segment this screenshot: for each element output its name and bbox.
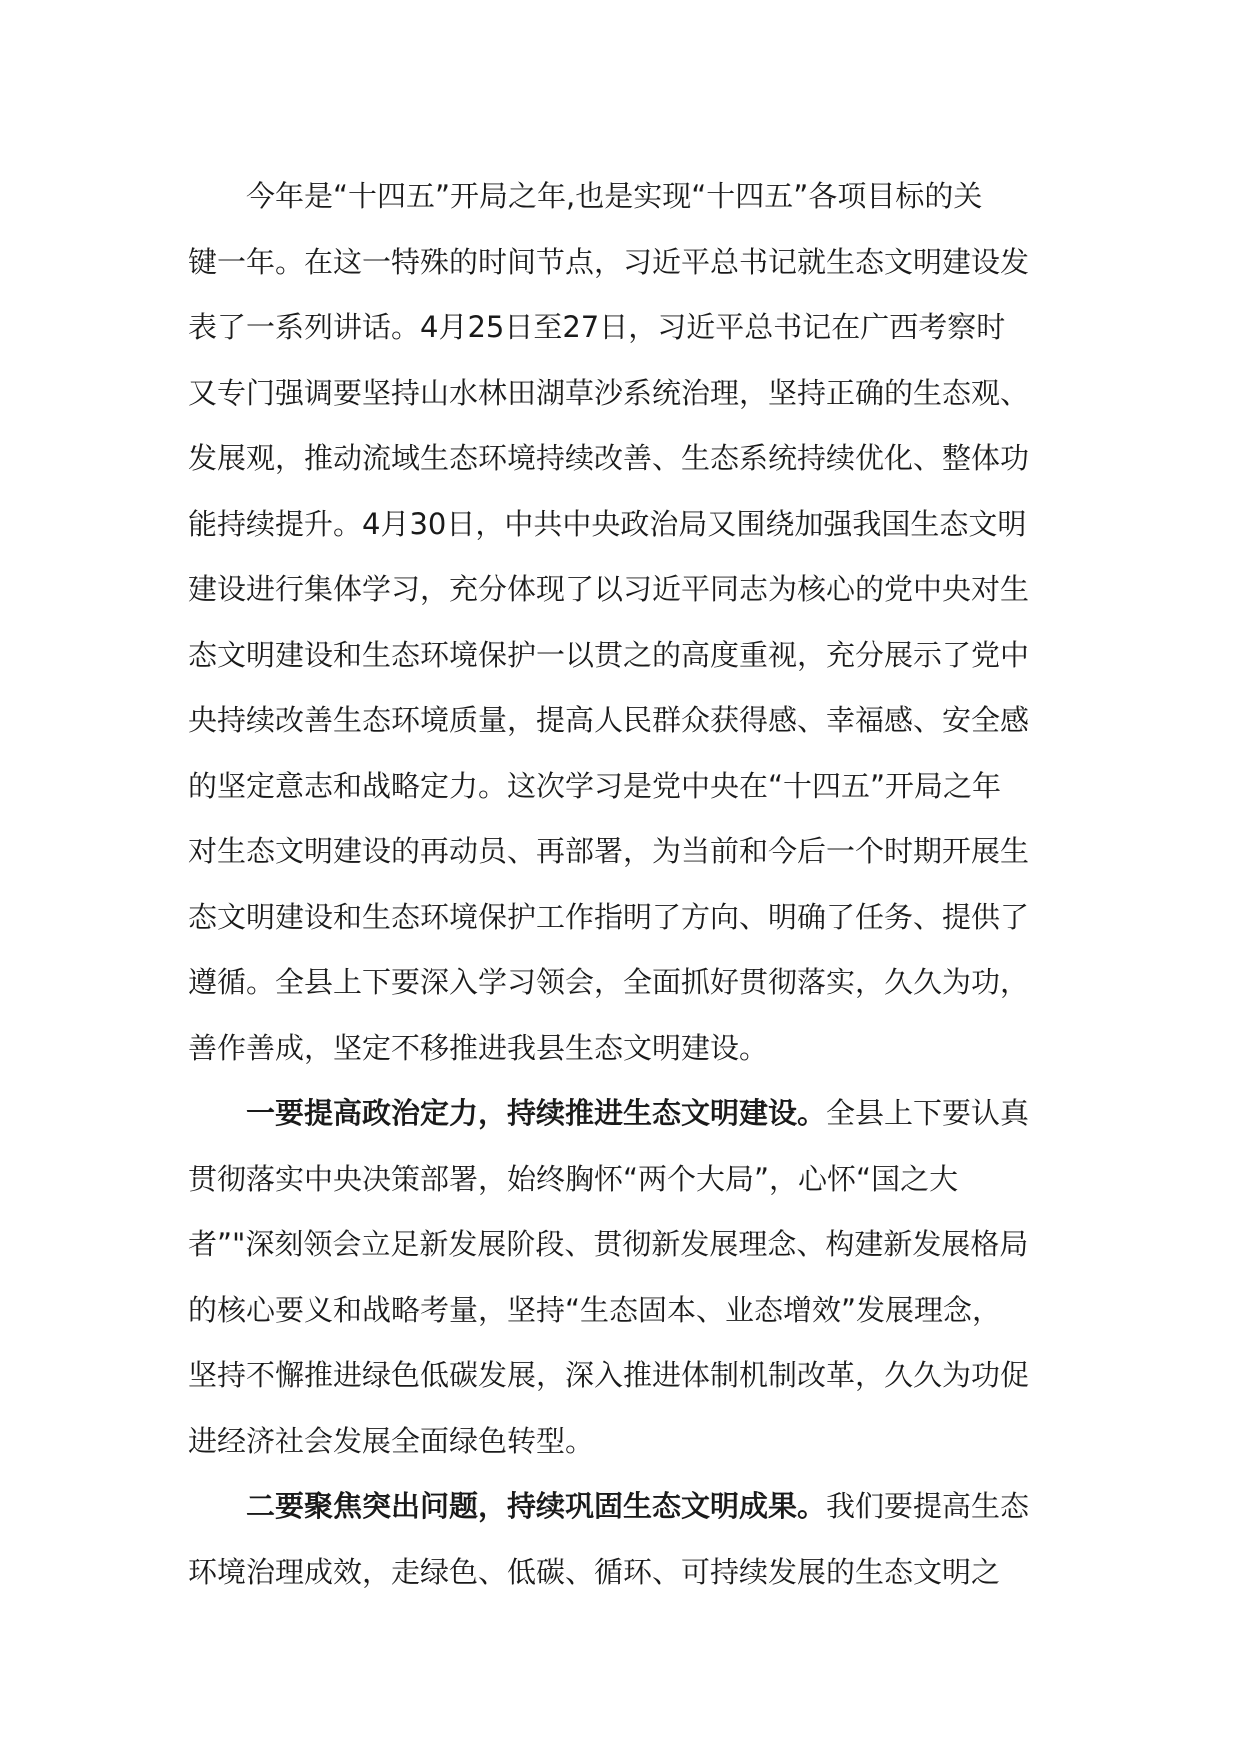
paragraph-text: 我们要提高生态	[826, 1489, 1030, 1523]
paragraph-line: 能持续提升。4月30日，中共中央政治局又围绕加强我国生态文明	[188, 506, 1027, 541]
paragraph-line: 者”"深刻领会立足新发展阶段、贯彻新发展理念、构建新发展格局	[188, 1227, 1029, 1261]
paragraph-line: 坚持不懈推进绿色低碳发展，深入推进体制机制改革，久久为功促	[188, 1358, 1030, 1392]
paragraph-line: 态文明建设和生态环境保护工作指明了方向、明确了任务、提供了	[188, 899, 1030, 934]
paragraph-line: 发展观，推动流域生态环境持续改善、生态系统持续优化、整体功	[188, 441, 1030, 475]
paragraph-line: 又专门强调要坚持山水林田湖草沙系统治理，坚持正确的生态观、	[188, 375, 1030, 410]
paragraph-line: 表了一系列讲话。4月25日至27日，习近平总书记在广西考察时	[188, 310, 1006, 344]
paragraph-first-line	[188, 1474, 1048, 1540]
section-heading: 二要聚焦突出问题，持续巩固生态文明成果。	[246, 1489, 827, 1523]
section-heading: 一要提高政治定力，持续推进生态文明建设。	[246, 1096, 827, 1130]
paragraph-section-two	[188, 1474, 1048, 1605]
document-body	[188, 164, 1048, 1605]
paragraph-first-line	[188, 1081, 1048, 1147]
paragraph-line: 的核心要义和战略考量，坚持“生态固本、业态增效”发展理念，	[188, 1292, 1002, 1327]
paragraph-line: 今年是“十四五”开局之年,也是实现“十四五”各项目标的关	[246, 179, 983, 213]
paragraph-line: 态文明建设和生态环境保护一以贯之的高度重视，充分展示了党中	[188, 637, 1030, 672]
paragraph-line: 进经济社会发展全面绿色转型。	[188, 1423, 595, 1458]
paragraph-line: 键一年。在这一特殊的时间节点，习近平总书记就生态文明建设发	[188, 244, 1030, 279]
paragraph-line: 善作善成，坚定不移推进我县生态文明建设。	[188, 1030, 769, 1065]
paragraph-line: 对生态文明建设的再动员、再部署，为当前和今后一个时期开展生	[188, 834, 1030, 868]
paragraph-line: 的坚定意志和战略定力。这次学习是党中央在“十四五”开局之年	[188, 768, 1002, 803]
paragraph-text: 全县上下要认真	[826, 1096, 1030, 1130]
paragraph-line: 贯彻落实中央决策部署，始终胸怀“两个大局”，心怀“国之大	[188, 1161, 959, 1196]
paragraph-section-one	[188, 1081, 1048, 1474]
paragraph-line: 环境治理成效，走绿色、低碳、循环、可持续发展的生态文明之	[188, 1554, 1001, 1589]
paragraph-line: 建设进行集体学习，充分体现了以习近平同志为核心的党中央对生	[188, 572, 1030, 606]
paragraph-line: 遵循。全县上下要深入学习领会，全面抓好贯彻落实，久久为功，	[188, 965, 1030, 999]
paragraph-line: 央持续改善生态环境质量，提高人民群众获得感、幸福感、安全感	[188, 703, 1030, 737]
paragraph-intro	[188, 164, 1048, 1081]
